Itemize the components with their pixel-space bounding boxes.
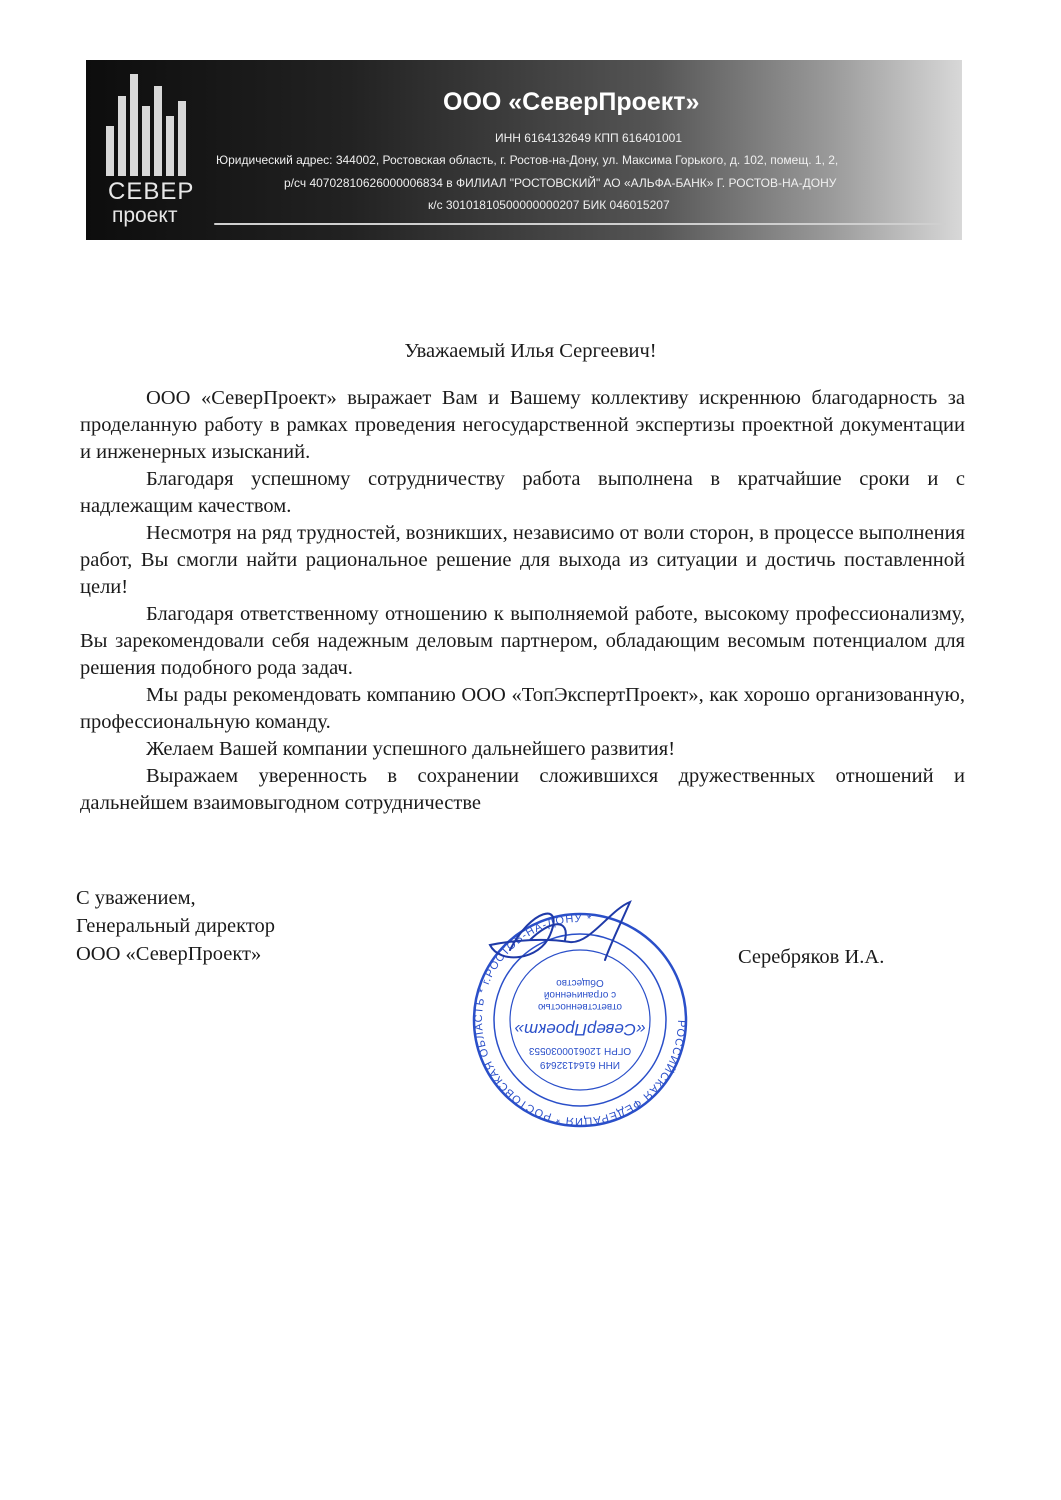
paragraph-1: ООО «СеверПроект» выражает Вам и Вашему коллективу искреннюю благодарность за проделанную работу в рамках проведения негосударственной экспертизы проектной документации и инженерных изысканий. <box>80 387 965 463</box>
inn-kpp: ИНН 6164132649 КПП 616401001 <box>495 131 683 145</box>
stamp-outer-text: РОССИЙСКАЯ ФЕДЕРАЦИЯ * РОСТОВСКАЯ ОБЛАСТЬ * г.РОСТОВ-НА-ДОНУ * <box>472 912 688 1128</box>
closing-position: Генеральный директор <box>76 915 276 937</box>
correspondent-account: к/с 30101810500000000207 БИК 046015207 <box>428 198 670 212</box>
letterhead-divider <box>214 223 946 225</box>
logo-text-proekt: проект <box>112 204 178 227</box>
paragraph-7: Выражаем уверенность в сохранении сложившихся дружественных отношений и дальнейшем взаимовыгодном сотрудничестве <box>80 765 965 814</box>
paragraph-2: Благодаря успешному сотрудничеству работа выполнена в кратчайшие сроки и с надлежащим качеством. <box>80 468 965 517</box>
stamp-org-name: «СеверПроект» <box>514 1020 646 1039</box>
signer-name: Серебряков И.А. <box>738 946 885 968</box>
paragraph-3: Несмотря на ряд трудностей, возникших, независимо от воли сторон, в процессе выполнения работ, Вы смогли найти рациональное решение для выхода из ситуации и достичь поставленной цели! <box>80 522 965 598</box>
stamp-ogrn: ОГРН 1206100030553 <box>528 1045 632 1056</box>
paragraph-4: Благодаря ответственному отношению к выполняемой работе, высокому профессионализму, Вы зарекомендовали себя надежным деловым партнером, обладающим весомым потенциалом для решения подобного рода задач. <box>80 603 965 679</box>
closing-company: ООО «СеверПроект» <box>76 943 262 965</box>
letterhead-banner <box>86 60 962 240</box>
logo-text-sever: СЕВЕР <box>108 178 195 205</box>
stamp-org-line3: ответственностью <box>537 1001 623 1012</box>
letter-body <box>80 385 965 817</box>
stamp-org-line1: Общество <box>556 977 604 988</box>
stamp-org-line2: с ограниченной <box>543 989 617 1000</box>
paragraph-6: Желаем Вашей компании успешного дальнейшего развития! <box>146 738 676 760</box>
letter-greeting: Уважаемый Илья Сергеевич! <box>404 340 657 362</box>
company-name: ООО «СеверПроект» <box>443 88 700 116</box>
stamp-inn: ИНН 6164132649 <box>539 1059 621 1070</box>
bank-account: р/сч 40702810626000006834 в ФИЛИАЛ "РОСТОВСКИЙ" АО «АЛЬФА-БАНК» Г. РОСТОВ-НА-ДОНУ <box>284 176 837 190</box>
paragraph-5: Мы рады рекомендовать компанию ООО «ТопЭкспертПроект», как хорошо организованную, профессиональную команду. <box>80 684 965 733</box>
company-stamp <box>470 890 690 1130</box>
closing-block <box>76 884 275 968</box>
closing-regards: С уважением, <box>76 887 196 909</box>
legal-address: Юридический адрес: 344002, Ростовская область, г. Ростов-на-Дону, ул. Максима Горького, д. 102, помещ. 1, 2, <box>216 153 839 167</box>
